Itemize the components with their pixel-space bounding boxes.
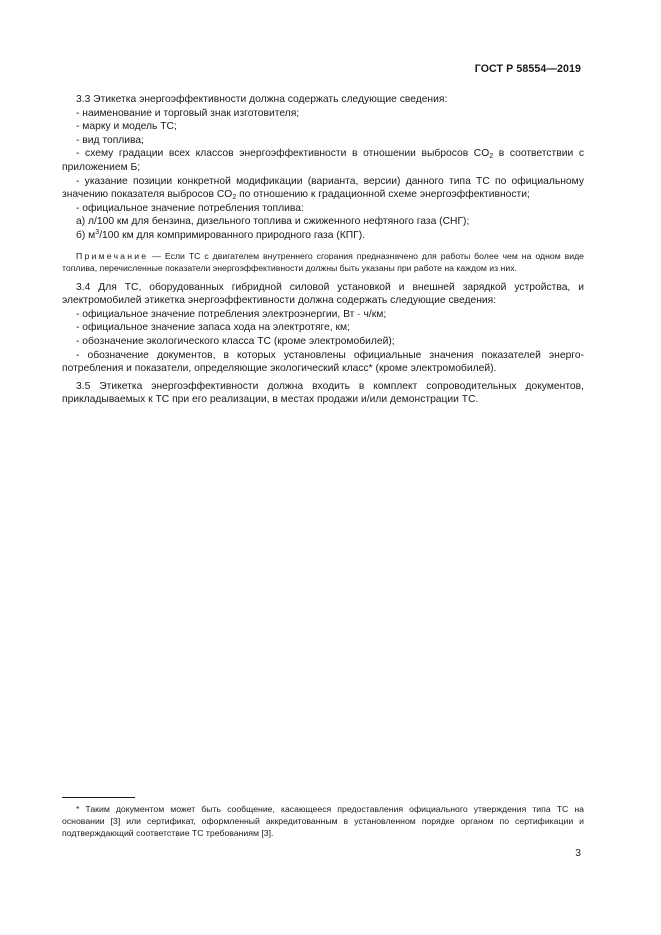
sub-item-a: а) л/100 км для бензина, дизельного топлива и сжиженного нефтяного газа (СНГ); xyxy=(76,216,470,228)
document-code: ГОСТ Р 58554—2019 xyxy=(474,63,581,75)
section-3-5: 3.5 Этикетка энергоэффективности должна входить в комплект сопроводительных документов, прикладываемых к ТС при его реализации, в местах продажи и/или демонстрации ТС. xyxy=(62,380,584,406)
footnote: * Таким документом может быть сообщение, касающееся предоставления официального утверждения типа ТС на основании [3] или сертификат, оформленный аккредитованным в установленном порядке органом по сертификации и подтверждающий соответствие ТС требованиям [3]. xyxy=(62,804,584,838)
superscript: 3 xyxy=(95,228,100,236)
section-3-3-intro: 3.3 Этикетка энергоэффективности должна содержать следующие сведения: xyxy=(76,94,448,105)
list-item: - официальное значение потребления электроэнергии, Вт · ч/км; xyxy=(76,308,387,320)
list-item xyxy=(62,147,584,174)
note-label: Примечание xyxy=(76,250,149,261)
list-item: - марку и модель ТС; xyxy=(76,121,177,133)
list-item-text: в соответствии с приложением Б; xyxy=(62,148,584,173)
subscript: 2 xyxy=(489,153,494,161)
list-item-text: б) м xyxy=(76,229,96,241)
list-item: - наименование и торговый знак изготовителя; xyxy=(76,107,300,119)
list-item-text: - схему градации всех классов энергоэффективности в отношении выбросов CO xyxy=(76,148,490,160)
page-number: 3 xyxy=(575,848,581,859)
list-item xyxy=(62,175,584,202)
sub-item-b xyxy=(62,229,584,243)
list-item-text: по отношению к градационной схеме энергоэффективности; xyxy=(236,189,530,201)
footnote-divider xyxy=(62,797,135,798)
list-item: - вид топлива; xyxy=(76,134,144,146)
list-item: - обозначение экологического класса ТС (кроме электромобилей); xyxy=(76,335,395,347)
list-item: - официальное значение потребления топлива: xyxy=(76,202,304,214)
note-text: — Если ТС с двигателем внутреннего сгорания предназначено для работы более чем на одном виде топлива, перечисленные показатели энергоэффективности должны быть указаны при работе на каждом из них. xyxy=(62,250,584,273)
list-item: - официальное значение запаса хода на электротяге, км; xyxy=(76,322,350,334)
list-item-text: /100 км для компримированного природного газа (КПГ). xyxy=(99,229,366,241)
note xyxy=(62,250,584,274)
list-item: - обозначение документов, в которых установлены официальные значения показателей энергопотребления и показатели, определяющие экологический класс* (кроме электромобилей). xyxy=(62,349,584,375)
list-item-text: - указание позиции конкретной модификации (варианта, версии) данного типа ТС по официальному значению показателя выбросов CO xyxy=(62,175,584,201)
subscript: 2 xyxy=(232,194,237,202)
page-body xyxy=(62,93,584,407)
section-3-4-intro: 3.4 Для ТС, оборудованных гибридной силовой установкой и внешней зарядкой устройства, и электромобилей этикетка энергоэффективности должна содержать следующие сведения: xyxy=(62,281,584,307)
